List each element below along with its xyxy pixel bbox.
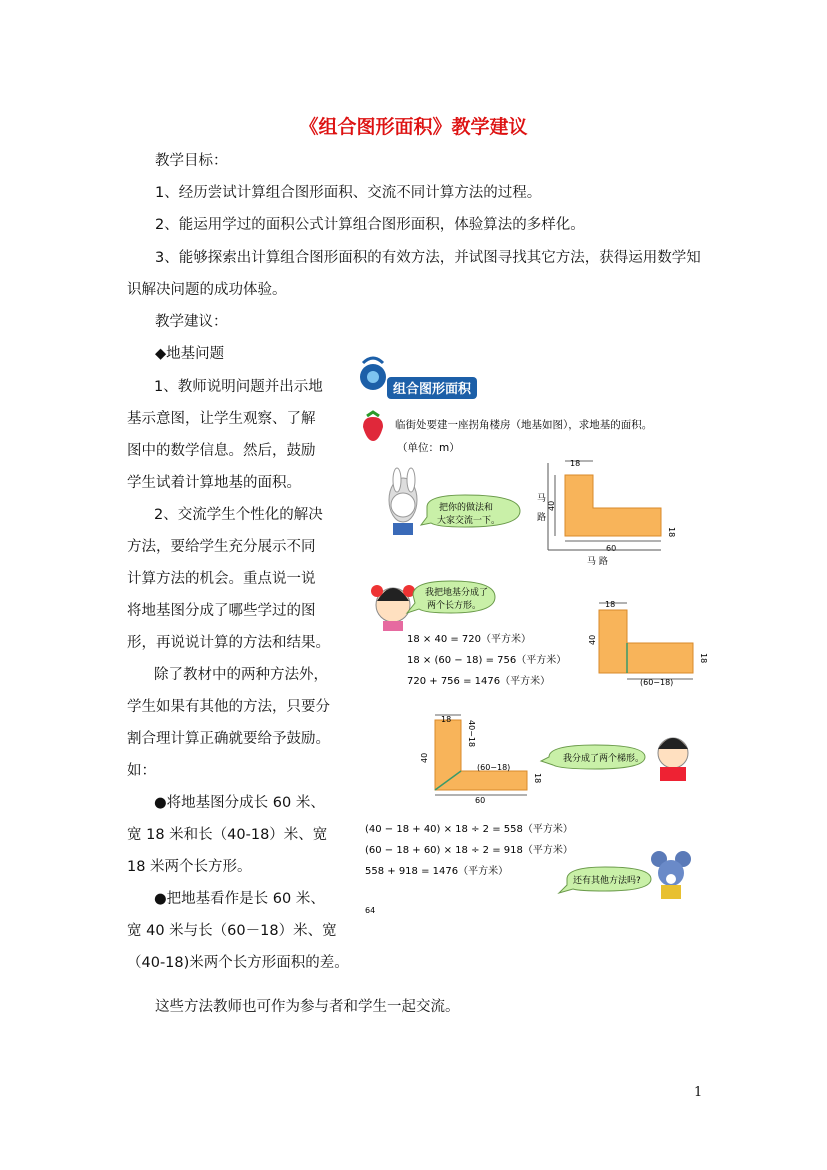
dim-4018-3: 40−18	[467, 720, 476, 748]
left-line: 1、教师说明问题并出示地	[154, 379, 323, 395]
topic-heading: ◆地基问题	[155, 346, 225, 362]
dim-6018-2: (60−18)	[640, 678, 674, 687]
dim-40-left-2: 40	[588, 634, 597, 645]
dim-60-bottom: 60	[606, 544, 617, 553]
bubble-4-text: 还有其他方法吗?	[573, 876, 641, 886]
l-shape-1	[565, 475, 661, 536]
rabbit-character	[389, 468, 417, 535]
left-line: （40-18)米两个长方形面积的差。	[127, 955, 349, 971]
left-line: 基示意图，让学生观察、了解	[127, 411, 316, 427]
left-line: 宽 18 米和长（40-18）米、宽	[127, 827, 328, 843]
banner-icon	[360, 358, 386, 390]
goal-3-cont: 识解决问题的成功体验。	[127, 282, 287, 298]
mouse-character	[651, 851, 691, 899]
bubble-3-text: 我分成了两个梯形。	[563, 754, 645, 764]
left-line: 形，再说说计算的方法和结果。	[127, 635, 330, 651]
dim-18-right-2: 18	[699, 653, 708, 664]
left-line: 如：	[127, 763, 156, 779]
left-line: ●将地基图分成长 60 米、	[154, 795, 325, 811]
dim-18-top-3: 18	[441, 715, 452, 724]
dim-40-left: 40	[547, 500, 556, 511]
left-line: 18 米两个长方形。	[127, 859, 252, 875]
left-line: 计算方法的机会。重点说一说	[127, 571, 316, 587]
goal-1: 1、经历尝试计算组合图形面积、交流不同计算方法的过程。	[155, 185, 542, 201]
dim-6018-3: (60−18)	[477, 763, 511, 772]
left-line: ●把地基看作是长 60 米、	[154, 891, 325, 907]
dim-18-right: 18	[667, 527, 676, 538]
goal-2: 2、能运用学过的面积公式计算组合图形面积，体验算法的多样化。	[155, 217, 585, 233]
closing-line: 这些方法教师也可作为参与者和学生一起交流。	[155, 999, 460, 1015]
road-side-label: 马路	[537, 494, 547, 523]
left-line: 将地基图分成了哪些学过的图	[127, 603, 316, 619]
left-line: 2、交流学生个性化的解决	[154, 507, 323, 523]
left-line: 宽 40 米与长（60－18）米、宽	[127, 923, 337, 939]
bubble-2-line-1: 我把地基分成了	[425, 588, 489, 598]
boy-character	[658, 738, 688, 781]
problem-line-1: 临街处要建一座拐角楼房（地基如图），求地基的面积。	[395, 419, 653, 431]
left-column	[127, 371, 357, 979]
page-title: 《组合图形面积》教学建议	[299, 116, 528, 138]
calc-2-line-1: (40 − 18 + 40) × 18 ÷ 2 = 558（平方米）	[365, 824, 573, 835]
calc-1-line-3: 720 + 756 = 1476（平方米）	[407, 676, 551, 687]
strawberry-icon	[363, 412, 383, 441]
left-line: 方法，要给学生充分展示不同	[127, 539, 316, 555]
calc-2-line-3: 558 + 918 = 1476（平方米）	[365, 866, 509, 877]
textbook-figure	[355, 355, 725, 920]
goal-3: 3、能够探索出计算组合图形面积的有效方法，并试图寻找其它方法，获得运用数学知	[155, 250, 701, 266]
calc-2-line-2: (60 − 18 + 60) × 18 ÷ 2 = 918（平方米）	[365, 845, 573, 856]
page-number: 1	[694, 1085, 703, 1100]
left-line: 图中的数学信息。然后，鼓励	[127, 443, 316, 459]
bubble-2-line-2: 两个长方形。	[427, 601, 482, 611]
left-line: 学生如果有其他的方法，只要分	[127, 699, 330, 715]
l-shape-2	[599, 610, 693, 673]
left-line: 割合理计算正确就要给予鼓励。	[127, 731, 330, 747]
dim-18-top-2: 18	[605, 600, 616, 609]
goals-heading: 教学目标：	[155, 153, 228, 169]
banner-title: 组合图形面积	[393, 382, 472, 397]
dim-18-right-3: 18	[533, 773, 542, 784]
road-bottom-label: 马 路	[587, 557, 608, 567]
left-line: 除了教材中的两种方法外，	[154, 667, 328, 683]
dim-60-bottom-3: 60	[475, 796, 486, 805]
bubble-1-line-1: 把你的做法和	[439, 503, 494, 513]
calc-1-line-1: 18 × 40 = 720（平方米）	[407, 634, 532, 645]
left-line: 学生试着计算地基的面积。	[127, 475, 301, 491]
dim-40-left-3: 40	[420, 752, 429, 763]
calc-1-line-2: 18 × (60 − 18) = 756（平方米）	[407, 655, 567, 666]
bubble-1-line-2: 大家交流一下。	[437, 516, 501, 526]
problem-line-2: （单位：m）	[397, 442, 460, 454]
book-page-number: 64	[365, 906, 376, 915]
girl-character	[371, 585, 415, 631]
dim-18-top: 18	[570, 459, 581, 468]
suggest-heading: 教学建议：	[155, 314, 228, 330]
